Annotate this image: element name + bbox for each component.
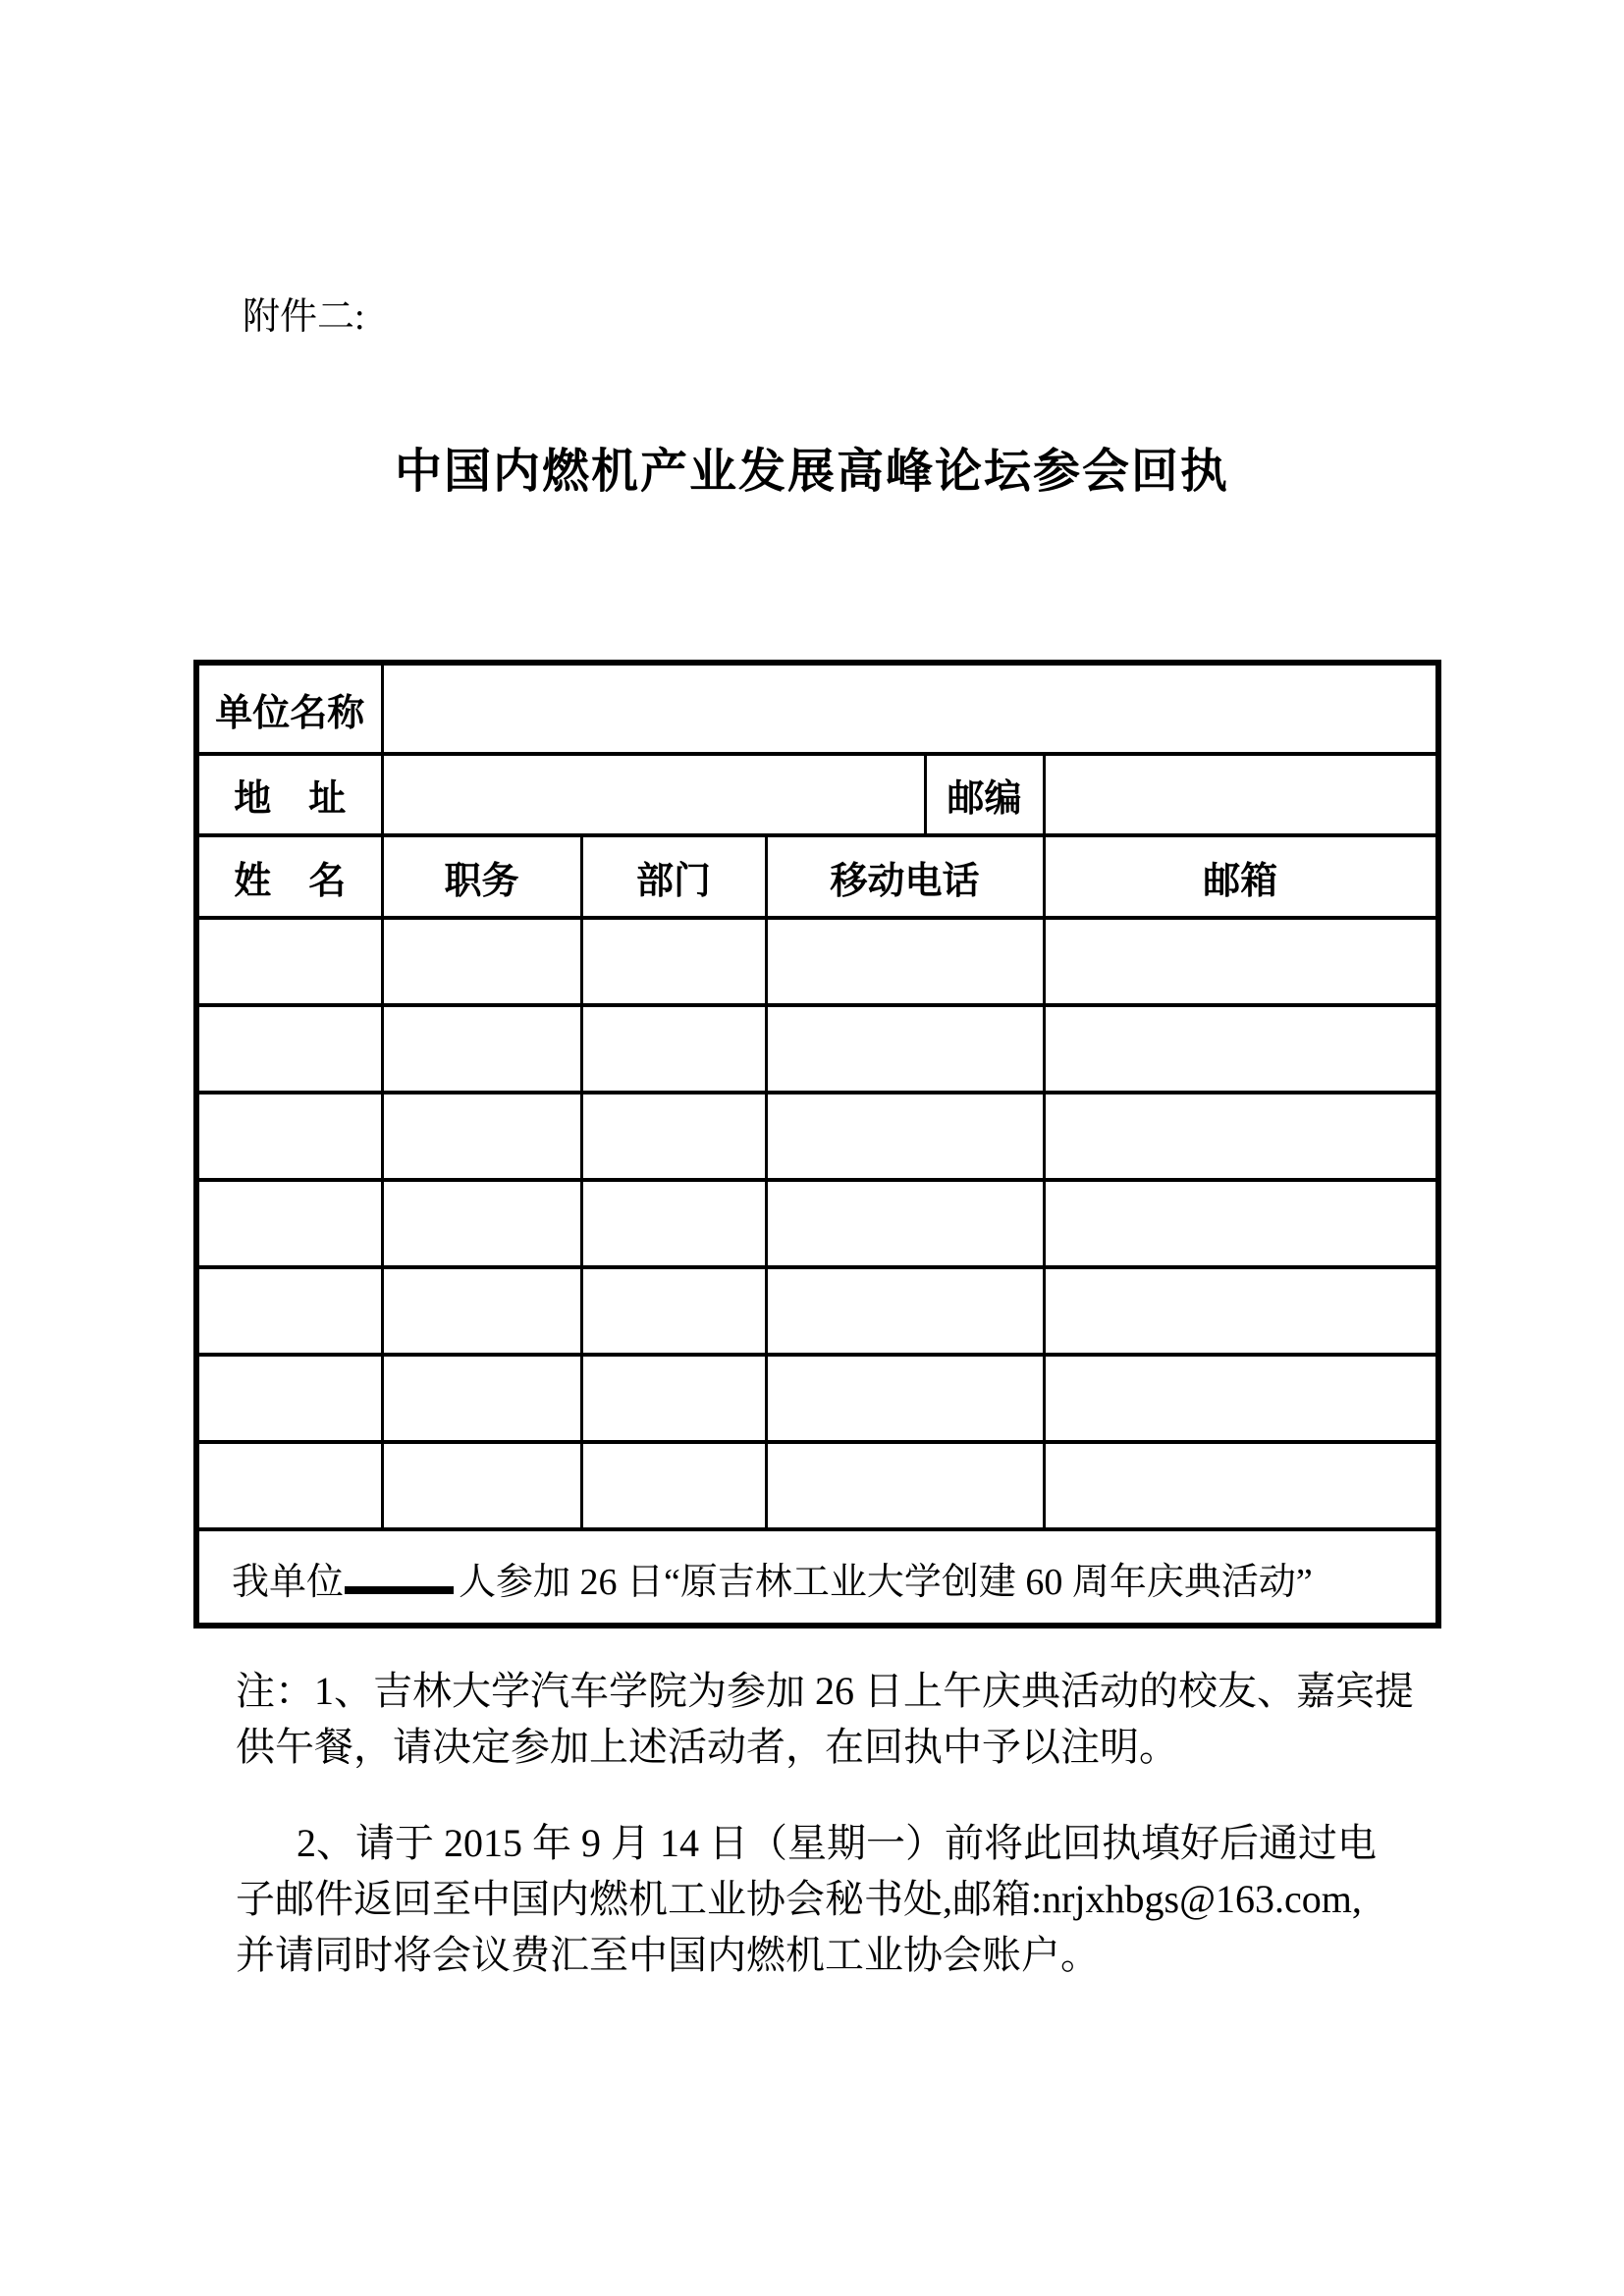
table-row-org-name xyxy=(196,663,1438,754)
blank-cell[interactable] xyxy=(581,1442,766,1529)
blank-cell[interactable] xyxy=(382,918,581,1005)
note1-line1: 注：1、吉林大学汽车学院为参加 26 日上午庆典活动的校友、嘉宾提 xyxy=(236,1669,1414,1713)
note2-line3: 并请同时将会议费汇至中国内燃机工业协会账户。 xyxy=(236,1933,1100,1977)
footer-statement-cell xyxy=(196,1529,1438,1626)
col-header-name: 姓 名 xyxy=(196,835,382,918)
org-name-label: 单位名称 xyxy=(196,663,382,754)
blank-cell[interactable] xyxy=(1044,1180,1438,1267)
form-header-rows xyxy=(196,663,1438,918)
blank-cell[interactable] xyxy=(382,1355,581,1442)
blank-cell[interactable] xyxy=(766,1267,1044,1355)
col-header-email: 邮箱 xyxy=(1044,835,1438,918)
blank-cell[interactable] xyxy=(1044,1355,1438,1442)
blank-cell[interactable] xyxy=(196,1093,382,1180)
col-header-department: 部门 xyxy=(581,835,766,918)
blank-cell[interactable] xyxy=(766,1093,1044,1180)
notes-section xyxy=(236,1663,1512,1983)
blank-cell[interactable] xyxy=(766,918,1044,1005)
reply-form-table xyxy=(193,660,1441,1629)
blank-cell[interactable] xyxy=(766,1442,1044,1529)
table-row xyxy=(196,1093,1438,1180)
blank-cell[interactable] xyxy=(196,1355,382,1442)
blank-cell[interactable] xyxy=(196,1180,382,1267)
col-header-position: 职务 xyxy=(382,835,581,918)
blank-cell[interactable] xyxy=(1044,1005,1438,1093)
table-row xyxy=(196,1267,1438,1355)
note2-line2: 子邮件返回至中国内燃机工业协会秘书处,邮箱:nrjxhbgs@163.com, xyxy=(236,1877,1362,1921)
blank-cell[interactable] xyxy=(382,1267,581,1355)
blank-rows xyxy=(196,918,1438,1529)
form-footer-rows xyxy=(196,1529,1438,1626)
blank-cell[interactable] xyxy=(581,1005,766,1093)
note1-line2: 供午餐，请决定参加上述活动者，在回执中予以注明。 xyxy=(236,1725,1178,1769)
page-title: 中国内燃机产业发展高峰论坛参会回执 xyxy=(394,446,1229,498)
blank-cell[interactable] xyxy=(196,1267,382,1355)
table-footer-row xyxy=(196,1529,1438,1626)
blank-cell[interactable] xyxy=(382,1180,581,1267)
note-paragraph-1 xyxy=(236,1663,1512,1775)
postcode-input-cell[interactable] xyxy=(1044,754,1438,835)
note-paragraph-2 xyxy=(236,1815,1512,1983)
participant-count-blank[interactable] xyxy=(345,1549,454,1594)
footer-prefix-text: 我单位 xyxy=(232,1562,345,1603)
address-input-cell[interactable] xyxy=(382,754,925,835)
table-row xyxy=(196,1005,1438,1093)
col-header-mobile: 移动电话 xyxy=(766,835,1044,918)
blank-cell[interactable] xyxy=(581,1093,766,1180)
blank-cell[interactable] xyxy=(766,1355,1044,1442)
blank-cell[interactable] xyxy=(1044,1267,1438,1355)
blank-cell[interactable] xyxy=(581,1267,766,1355)
table-row xyxy=(196,1180,1438,1267)
blank-cell[interactable] xyxy=(1044,1093,1438,1180)
blank-cell[interactable] xyxy=(382,1093,581,1180)
blank-cell[interactable] xyxy=(1044,1442,1438,1529)
address-label: 地 址 xyxy=(196,754,382,835)
blank-cell[interactable] xyxy=(196,1442,382,1529)
footer-suffix-text: 人参加 26 日“原吉林工业大学创建 60 周年庆典活动” xyxy=(459,1562,1313,1603)
blank-cell[interactable] xyxy=(581,918,766,1005)
note2-line1: 2、请于 2015 年 9 月 14 日（星期一）前将此回执填好后通过电 xyxy=(297,1821,1377,1865)
blank-cell[interactable] xyxy=(382,1442,581,1529)
blank-cell[interactable] xyxy=(581,1180,766,1267)
blank-cell[interactable] xyxy=(382,1005,581,1093)
blank-cell[interactable] xyxy=(1044,918,1438,1005)
postcode-label: 邮编 xyxy=(925,754,1044,835)
org-name-input-cell[interactable] xyxy=(382,663,1438,754)
table-row-address xyxy=(196,754,1438,835)
table-header-row xyxy=(196,835,1438,918)
table-row xyxy=(196,1442,1438,1529)
blank-cell[interactable] xyxy=(196,918,382,1005)
blank-cell[interactable] xyxy=(581,1355,766,1442)
blank-cell[interactable] xyxy=(766,1180,1044,1267)
table-row xyxy=(196,1355,1438,1442)
attachment-label: 附件二: xyxy=(243,296,365,338)
table-row xyxy=(196,918,1438,1005)
blank-cell[interactable] xyxy=(766,1005,1044,1093)
blank-cell[interactable] xyxy=(196,1005,382,1093)
